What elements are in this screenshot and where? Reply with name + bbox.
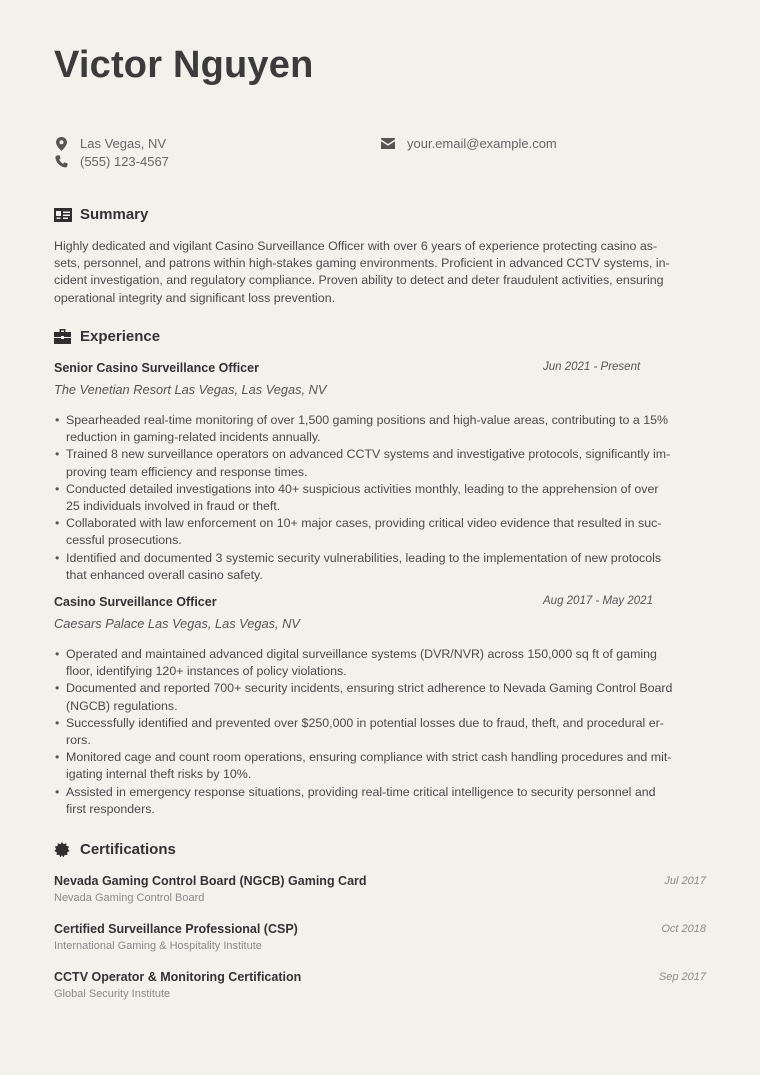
- summary-heading: [54, 206, 148, 223]
- job-company: Caesars Palace Las Vegas, Las Vegas, NV: [54, 616, 300, 631]
- cert-date: Sep 2017: [658, 971, 706, 983]
- job-bullets: [54, 646, 704, 818]
- candidate-name: Victor Nguyen: [54, 44, 314, 86]
- map-pin-icon: [54, 137, 68, 151]
- job-title: Casino Surveillance Officer: [54, 595, 217, 609]
- summary-line: operational integrity and significant loss prevention.: [54, 290, 336, 305]
- job-bullets: [54, 412, 704, 584]
- phone-icon: [54, 155, 68, 169]
- bullet-item: • Assisted in emergency response situations, providing real-time critical intelligence to security personnel and first responders.: [54, 784, 704, 818]
- summary-line: sets, personnel, and patrons within high-stakes gaming environments. Proficient in advanced CCTV systems, in-: [54, 256, 670, 271]
- location-text: Las Vegas, NV: [80, 136, 166, 151]
- envelope-icon: [381, 137, 395, 151]
- bullet-item: • Successfully identified and prevented over $250,000 in potential losses due to fraud, theft, and procedural er- rors.: [54, 715, 704, 749]
- certifications-heading: [54, 841, 176, 858]
- contact-location: [54, 136, 166, 151]
- job-company: The Venetian Resort Las Vegas, Las Vegas, NV: [54, 382, 327, 397]
- job-dates: Aug 2017 - May 2021: [543, 595, 653, 607]
- experience-heading-text: Experience: [80, 328, 161, 345]
- cert-name: Certified Surveillance Professional (CSP): [54, 922, 298, 936]
- bullet-item: • Documented and reported 700+ security incidents, ensuring strict adherence to Nevada Gaming Control Board (NGCB) regulations.: [54, 680, 704, 714]
- cert-date: Jul 2017: [664, 875, 706, 887]
- email-text[interactable]: your.email@example.com: [407, 136, 557, 151]
- contact-phone: [54, 154, 169, 169]
- bullet-item: • Conducted detailed investigations into 40+ suspicious activities monthly, leading to the apprehension of over 25 individuals involved in fraud or theft.: [54, 481, 704, 515]
- cert-name: Nevada Gaming Control Board (NGCB) Gaming Card: [54, 874, 367, 888]
- summary-line: cident investigation, and regulatory compliance. Proven ability to detect and deter fraudulent activities, ensuring: [54, 273, 664, 288]
- briefcase-icon: [54, 329, 72, 345]
- bullet-item: • Trained 8 new surveillance operators on advanced CCTV systems and investigative protocols, significantly im- proving team efficiency and response times.: [54, 446, 704, 480]
- contact-email: [381, 136, 557, 151]
- bullet-item: • Identified and documented 3 systemic security vulnerabilities, leading to the implementation of new protocols that enhanced overall casino safety.: [54, 550, 704, 584]
- summary-text: [54, 238, 704, 307]
- cert-name: CCTV Operator & Monitoring Certification: [54, 970, 302, 984]
- cert-issuer: Nevada Gaming Control Board: [54, 892, 205, 904]
- experience-heading: [54, 328, 160, 345]
- bullet-item: • Monitored cage and count room operations, ensuring compliance with strict cash handling procedures and mit- igating internal theft risks by 10%.: [54, 749, 704, 783]
- job-title: Senior Casino Surveillance Officer: [54, 361, 259, 375]
- summary-heading-text: Summary: [80, 206, 149, 223]
- certifications-heading-text: Certifications: [80, 841, 176, 858]
- cert-issuer: Global Security Institute: [54, 988, 171, 1000]
- bullet-item: • Operated and maintained advanced digital surveillance systems (DVR/NVR) across 150,000 sq ft of gaming floor, identifying 120+ instances of policy violations.: [54, 646, 704, 680]
- summary-line: Highly dedicated and vigilant Casino Surveillance Officer with over 6 years of experience protecting casino as-: [54, 239, 658, 253]
- badge-icon: [54, 842, 72, 858]
- cert-issuer: International Gaming & Hospitality Institute: [54, 940, 262, 952]
- job-dates: Jun 2021 - Present: [543, 361, 641, 373]
- phone-text: (555) 123-4567: [80, 154, 169, 169]
- cert-date: Oct 2018: [661, 923, 706, 935]
- bullet-item: • Collaborated with law enforcement on 10+ major cases, providing critical video evidence that resulted in suc- cessful prosecutions.: [54, 515, 704, 549]
- id-card-icon: [54, 207, 72, 223]
- bullet-item: • Spearheaded real-time monitoring of over 1,500 gaming positions and high-value areas, contributing to a 15% reduction in gaming-related incidents annually.: [54, 412, 704, 446]
